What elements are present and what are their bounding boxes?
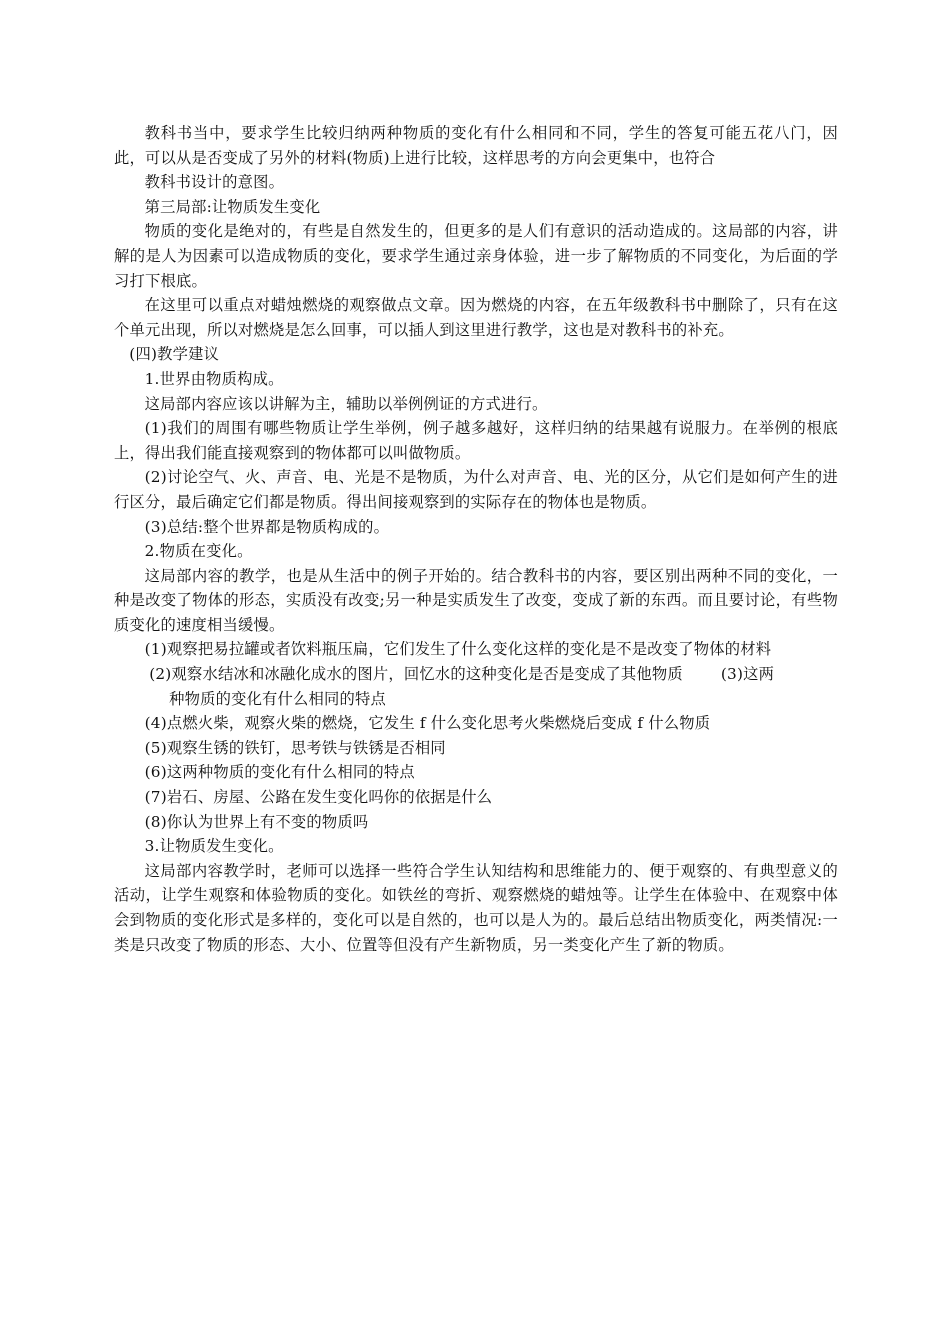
paragraph-textbook-intent: 教科书设计的意图。	[144, 173, 285, 192]
heading-make-change: 3.让物质发生变化。	[144, 837, 284, 856]
paragraph-change-absolute: 物质的变化是绝对的，有些是自然发生的，但更多的是人们有意识的活动造成的。这局部的内容，讲解的是人为因素可以造成物质的变化，要求学生通过亲身体验，进一步了解物质的不同变化，为后面的学习打下根底。	[114, 222, 838, 290]
paragraph-textbook-comparison: 教科书当中，要求学生比较归纳两种物质的变化有什么相同和不同，学生的答复可能五花八门，因此，可以从是否变成了另外的材料(物质)上进行比较，这样思考的方向会更集中，也符合	[114, 124, 838, 167]
document-body	[114, 121, 838, 957]
list-item-2-6: (6)这两种物质的变化有什么相同的特点	[144, 763, 415, 782]
list-item-1-1: (1)我们的周围有哪些物质让学生举例，例子越多越好，这样归纳的结果越有说服力。在举例的根底上，得出我们能直接观察到的物体都可以叫做物质。	[114, 419, 838, 462]
heading-matter-changing: 2.物质在变化。	[144, 542, 253, 561]
list-item-2-8: (8)你认为世界上有不变的物质吗	[144, 812, 369, 831]
list-item-1-3: (3)总结:整个世界都是物质构成的。	[144, 517, 390, 536]
heading-part-three: 第三局部:让物质发生变化	[144, 197, 321, 216]
list-item-2-2: (2)观察水结冰和冰融化成水的图片，回忆水的这种变化是否是变成了其他物质	[149, 665, 683, 684]
list-item-2-7: (7)岩石、房屋、公路在发生变化吗你的依据是什么	[144, 788, 493, 807]
list-item-2-1: (1)观察把易拉罐或者饮料瓶压扁，它们发生了什么变化这样的变化是不是改变了物体的材料	[144, 640, 772, 659]
list-item-2-3-continued: 种物质的变化有什么相同的特点	[169, 689, 387, 708]
paragraph-change-types: 这局部内容的教学，也是从生活中的例子开始的。结合教科书的内容，要区别出两种不同的变化，一种是改变了物体的形态，实质没有改变;另一种是实质发生了改变，变成了新的东西。而且要讨论，有些物质变化的速度相当缓慢。	[114, 566, 838, 634]
list-item-2-3: (3)这两	[720, 665, 775, 684]
heading-world-of-matter: 1.世界由物质构成。	[144, 369, 284, 388]
list-item-2-4: (4)点燃火柴，观察火柴的燃烧，它发生 f 什么变化思考火柴燃烧后变成 f 什么物质	[144, 714, 711, 733]
paragraph-teaching-activities: 这局部内容教学时，老师可以选择一些符合学生认知结构和思维能力的、便于观察的、有典型意义的活动，让学生观察和体验物质的变化。如铁丝的弯折、观察燃烧的蜡烛等。让学生在体验中、在观察中体会到物质的变化形式是多样的，变化可以是自然的，也可以是人为的。最后总结出物质变化，两类情况:一类是只改变了物质的形态、大小、位置等但没有产生新物质，另一类变化产生了新的物质。	[114, 861, 838, 954]
list-item-1-2: (2)讨论空气、火、声音、电、光是不是物质，为什么对声音、电、光的区分，从它们是如何产生的进行区分，最后确定它们都是物质。得出间接观察到的实际存在的物体也是物质。	[114, 468, 838, 511]
list-item-2-2-group	[114, 662, 838, 687]
paragraph-explain-method: 这局部内容应该以讲解为主，辅助以举例例证的方式进行。	[144, 394, 548, 413]
list-item-2-5: (5)观察生锈的铁钉，思考铁与铁锈是否相同	[144, 738, 446, 757]
paragraph-candle-burning: 在这里可以重点对蜡烛燃烧的观察做点文章。因为燃烧的内容，在五年级教科书中删除了，只有在这个单元出现，所以对燃烧是怎么回事，可以插人到这里进行教学，这也是对教科书的补充。	[114, 296, 838, 339]
heading-teaching-suggestions: (四)教学建议	[129, 345, 220, 364]
